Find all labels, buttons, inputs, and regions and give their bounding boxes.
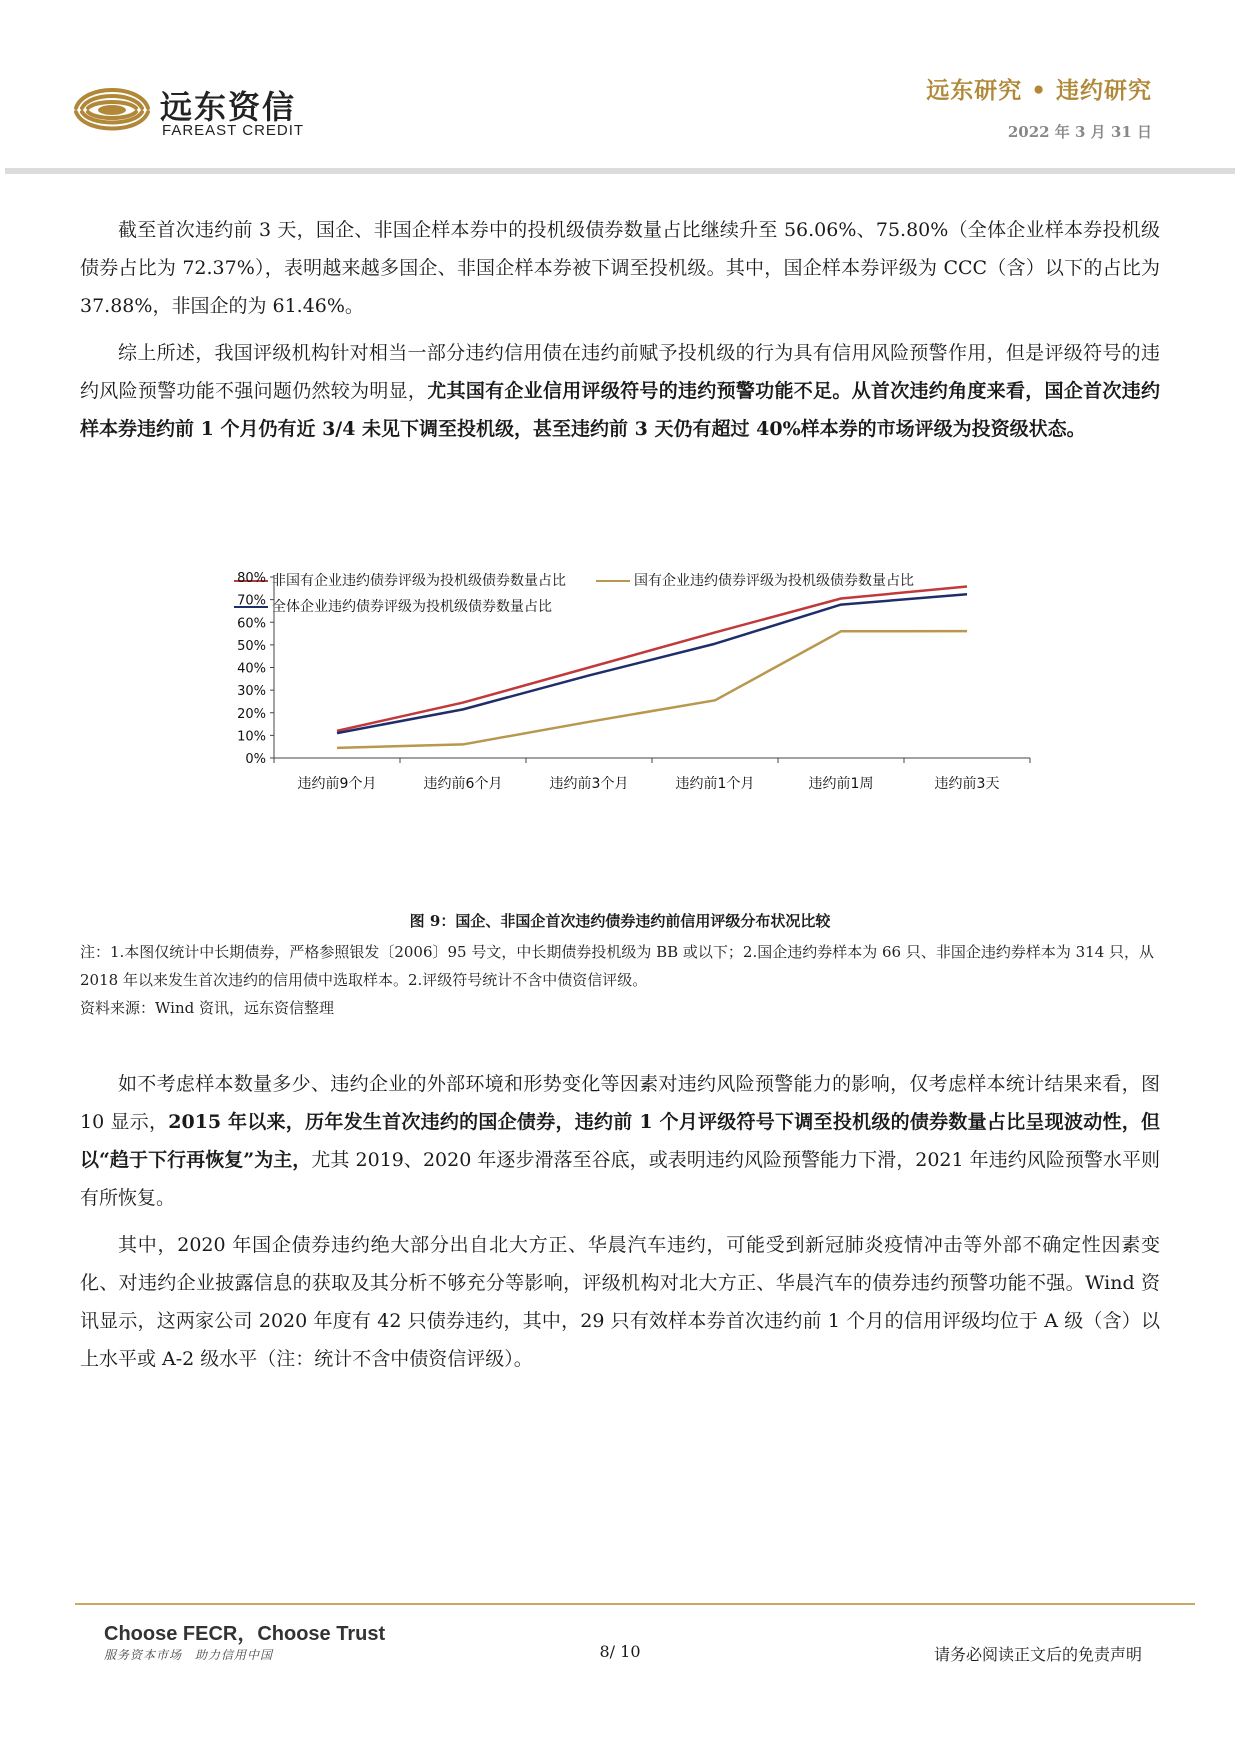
y-tick-label: 70%	[237, 593, 266, 609]
paragraph-3-text-a: 如不考虑样本数量多少、违约企业的外部环境和形势变化等因素对违约风险预警能力的影响，仅考虑样本统计结果来看，图 10 显示，	[80, 1073, 1160, 1133]
paragraph-1-text: 截至首次违约前 3 天，国企、非国企样本券中的投机级债券数量占比继续升至 56.06%、75.80%（全体企业样本券投机级债券占比为 72.37%），表明越来越多国企、非国企样本券被下调至投机级。其中，国企样本券评级为 CCC（含）以下的占比为 37.88%，非国企的为 61.46%。	[80, 219, 1160, 317]
figure-note: 注：1.本图仅统计中长期债券，严格参照银发〔2006〕95 号文，中长期债券投机级为 BB 或以下；2.国企违约券样本为 66 只、非国企违约券样本为 314 只，从 2018 年以来发生首次违约的信用债中选取样本。2.评级符号统计不含中债资信评级。	[80, 943, 1155, 989]
report-series-title: 远东研究 • 违约研究	[926, 78, 1152, 104]
x-tick-label: 违约前9个月	[297, 776, 377, 792]
x-tick-label: 违约前1周	[808, 776, 874, 792]
x-tick-label: 违约前3天	[934, 776, 1000, 792]
paragraph-3-text-b: 尤其 2019、2020 年逐步滑落至谷底，或表明违约风险预警能力下滑，2021 年违约风险预警水平则有所恢复。	[80, 1149, 1161, 1209]
y-tick-label: 40%	[237, 661, 266, 677]
chart-plot-area	[230, 560, 1060, 890]
x-tick-label: 违约前3个月	[549, 776, 629, 792]
report-date: 2022 年 3 月 31 日	[1007, 123, 1152, 141]
fareast-logo-icon	[72, 78, 152, 138]
paragraph-3-bold-2: 但以“趋于下行再恢复”为主，	[80, 1111, 1160, 1171]
page-number: 8/ 10	[599, 1642, 641, 1661]
legend-label-all: 全体企业违约债券评级为投机级债券数量占比	[272, 599, 552, 615]
footer-disclaimer: 请务必阅读正文后的免责声明	[933, 1645, 1142, 1664]
footer-brand: Choose FECR，Choose Trust	[104, 1623, 386, 1645]
figure-source: 资料来源：Wind 资讯，远东资信整理	[80, 999, 334, 1017]
x-tick-label: 违约前1个月	[675, 776, 755, 792]
legend-label-soe: 国有企业违约债券评级为投机级债券数量占比	[634, 573, 914, 589]
paragraph-1	[80, 211, 1160, 325]
figure-caption: 图 9：国企、非国企首次违约债券违约前信用评级分布状况比较	[409, 912, 831, 930]
line-chart	[230, 560, 1060, 890]
series-line-1	[337, 631, 967, 748]
paragraph-2-bold: 尤其国有企业信用评级符号的违约预警功能不足。从首次违约角度来看，国企首次违约样本券违约前 1 个月仍有近 3/4 未见下调至投机级，甚至违约前 3 天仍有超过 40%样本券的市场评级为投资级状态。	[80, 380, 1160, 440]
x-tick-label: 违约前6个月	[423, 776, 503, 792]
y-tick-label: 80%	[237, 571, 266, 586]
paragraph-2-text: 综上所述，我国评级机构针对相当一部分违约信用债在违约前赋予投机级的行为具有信用风险预警作用，但是评级符号的违约风险预警功能不强问题仍然较为明显，	[80, 342, 1160, 402]
header-divider	[5, 168, 1235, 174]
paragraph-3-bold-1: 2015 年以来，历年发生首次违约的国企债券，违约前 1 个月评级符号下调至投机级的债券数量占比呈现波动性，	[168, 1111, 1141, 1133]
y-tick-label: 10%	[237, 729, 266, 745]
footer-slogan: 服务资本市场 助力信用中国	[104, 1648, 274, 1662]
paragraph-3	[80, 1065, 1160, 1217]
legend-label-non-soe: 非国有企业违约债券评级为投机级债券数量占比	[272, 573, 566, 589]
y-tick-label: 30%	[237, 684, 266, 700]
logo-english-name: FAREAST CREDIT	[162, 122, 305, 139]
paragraph-4	[80, 1226, 1160, 1378]
y-tick-label: 0%	[245, 752, 266, 767]
logo-chinese-name: 远东资信	[160, 88, 297, 126]
paragraph-4-text: 其中，2020 年国企债券违约绝大部分出自北大方正、华晨汽车违约，可能受到新冠肺炎疫情冲击等外部不确定性因素变化、对违约企业披露信息的获取及其分析不够充分等影响，评级机构对北大方正、华晨汽车的债券违约预警功能不强。Wind 资讯显示，这两家公司 2020 年度有 42 只债券违约，其中，29 只有效样本券首次违约前 1 个月的信用评级均位于 A 级（含）以上水平或 A-2 级水平（注：统计不含中债资信评级）。	[80, 1234, 1160, 1370]
y-tick-label: 20%	[237, 706, 266, 722]
paragraph-2	[80, 334, 1160, 448]
y-tick-label: 50%	[237, 638, 266, 654]
y-tick-label: 60%	[237, 616, 266, 632]
footer-divider	[75, 1603, 1195, 1605]
